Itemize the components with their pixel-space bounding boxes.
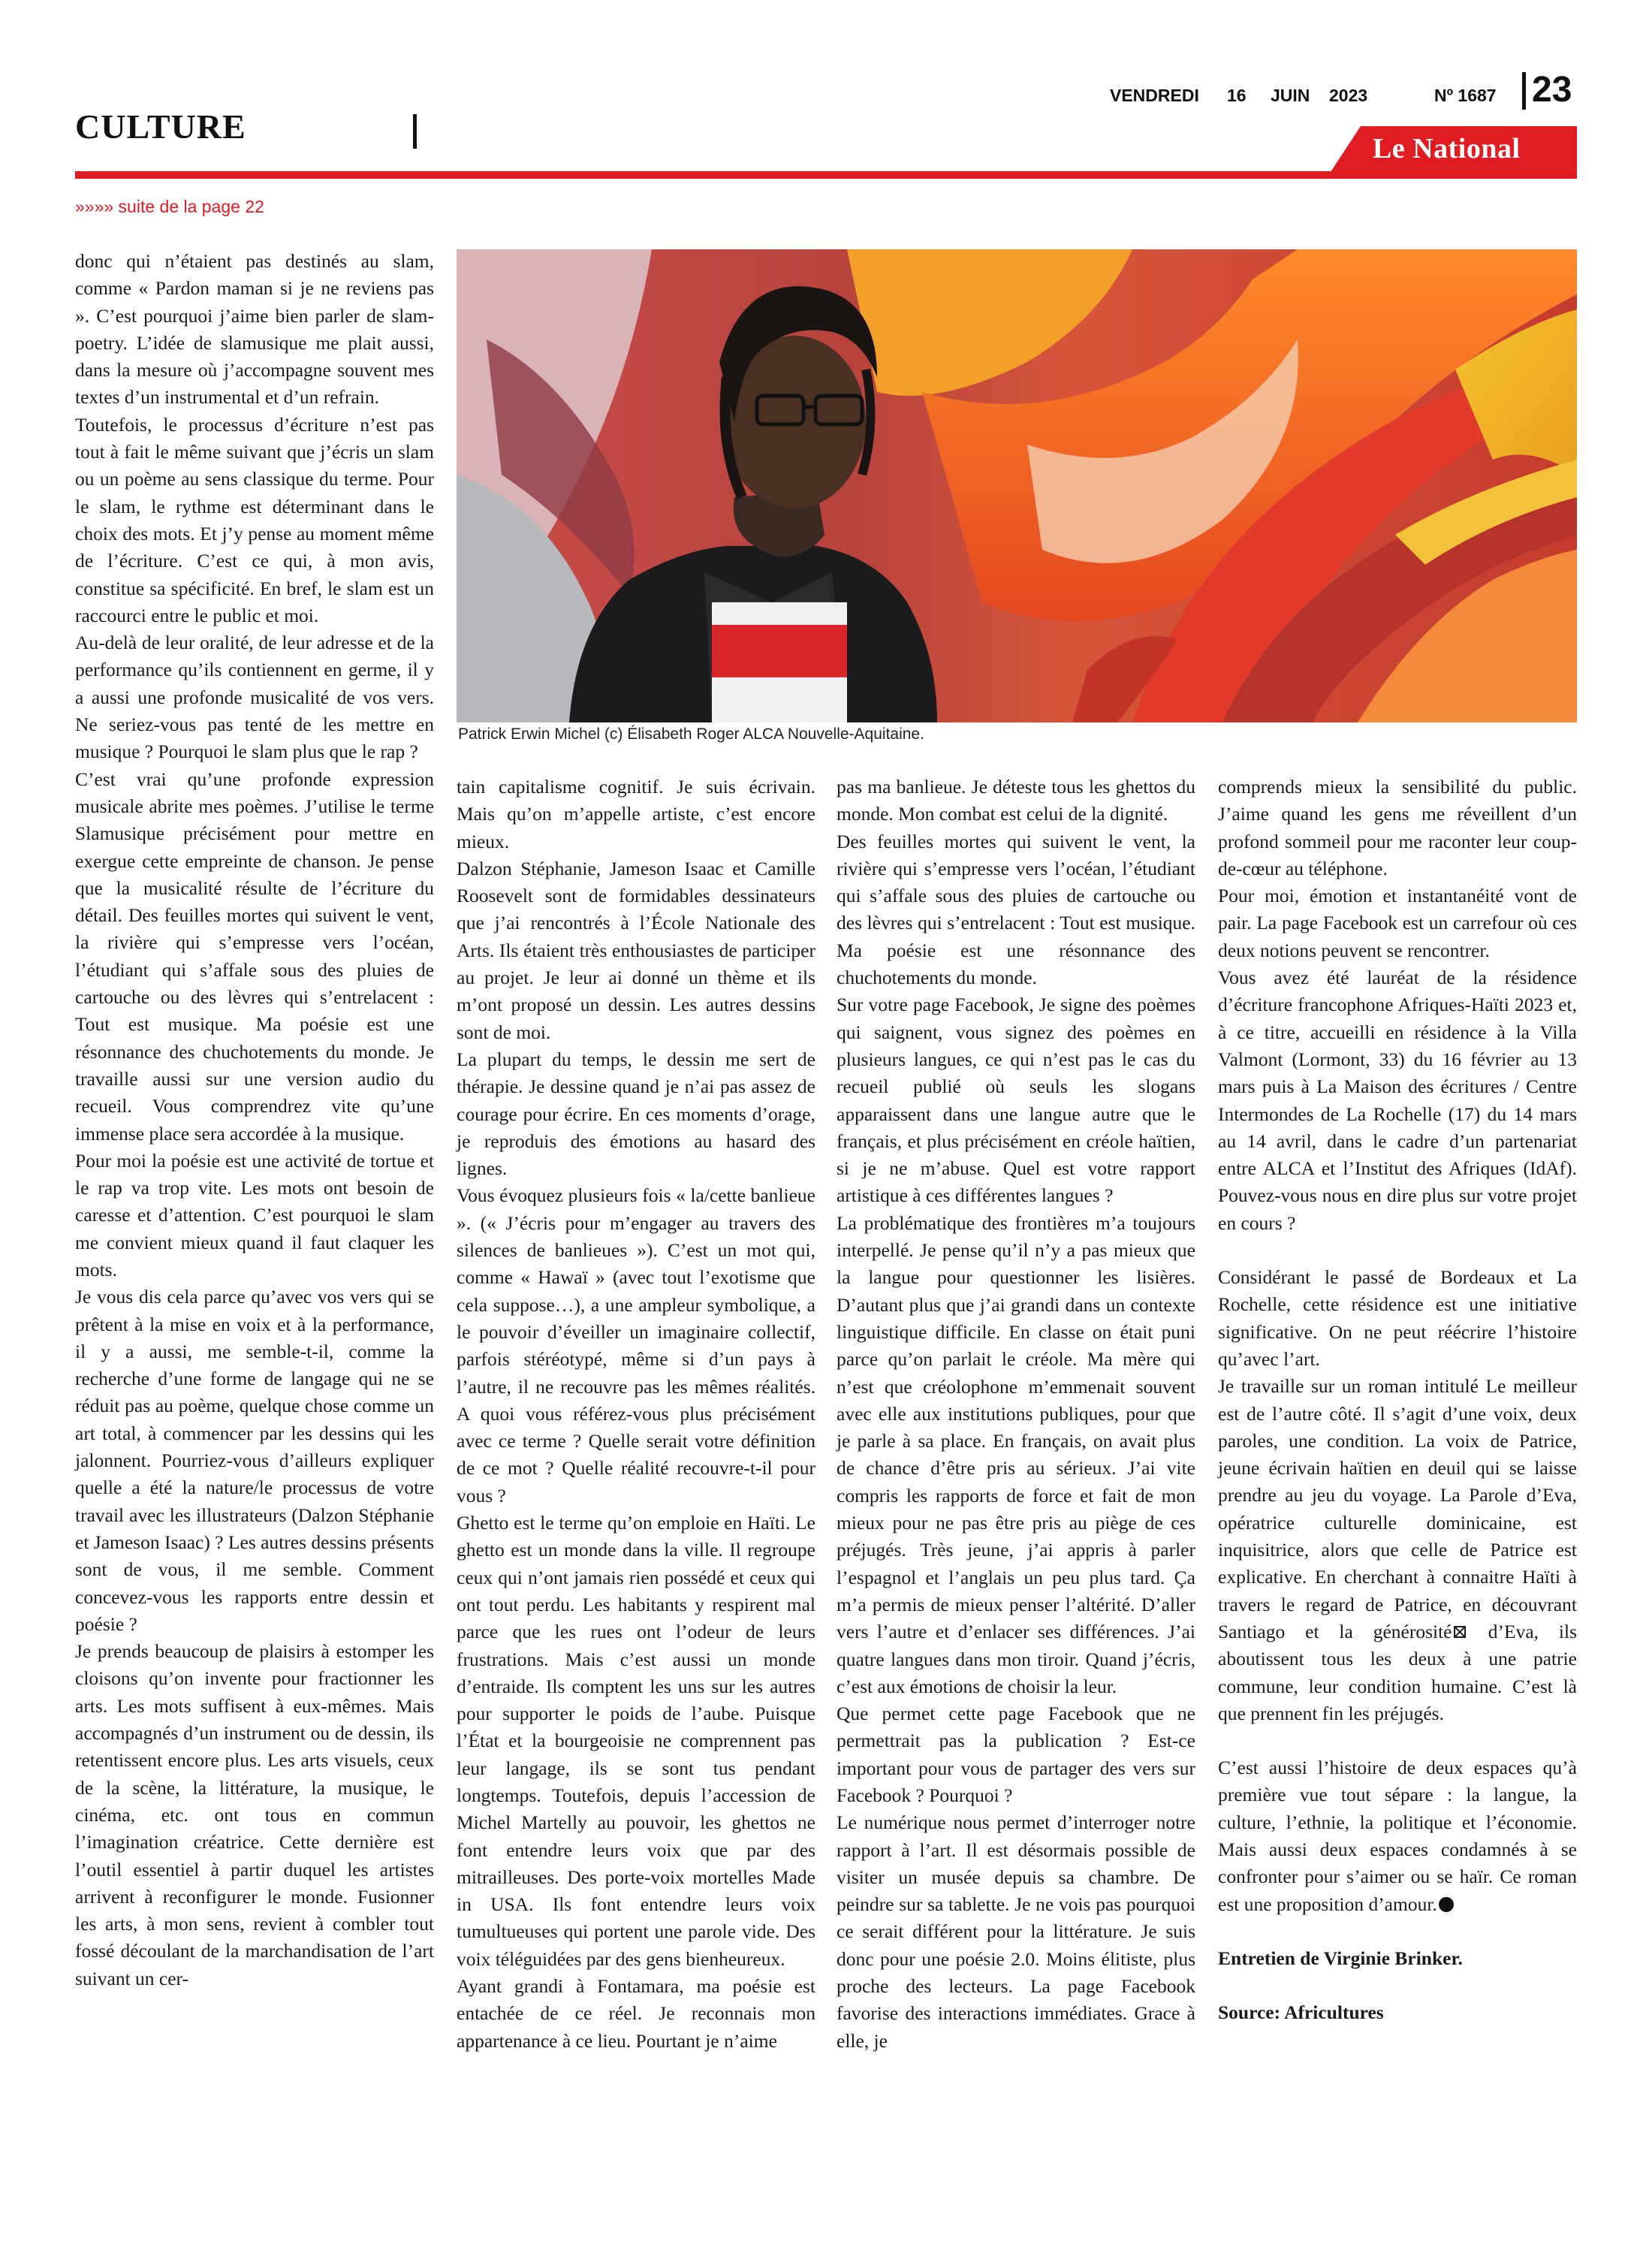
- paragraph: Je travaille sur un roman intitulé Le meilleur est de l’autre côté. Il s’agit d’une voix, deux paroles, une condition. La voix de Patrice, jeune écrivain haïtien en deuil qui se laisse prendre au jeu du voyage. La Parole d’Eva, opératrice culturelle dominicaine, est inquisitrice, alors que celle de Patrice est explicative. En cherchant à connaitre Haïti à travers le regard de Patrice, en découvrant Santiago et la générosité⊠ d’Eva, ils aboutissent tous les deux à une patrie commune, leur condition humaine. C’est là que prennent fin les préjugés.: [1218, 1375, 1577, 1724]
- paragraph: Que permet cette page Facebook que ne permettrait pas la publication ? Est-ce important pour vous de partager des vers sur Facebook ? Pourquoi ?: [837, 1703, 1195, 1806]
- page-number: 23: [1532, 70, 1572, 110]
- paragraph: donc qui n’étaient pas destinés au slam, comme « Pardon maman si je ne reviens pas ». C’est pourquoi j’aime bien parler de slam-poetry. L’idée de slamusique me plait aussi, dans la mesure où j’accompagne souvent mes textes d’un instrumental et d’un refrain.: [75, 250, 434, 409]
- issue-month: JUIN: [1271, 86, 1310, 105]
- continued-from-link[interactable]: »»»» suite de la page 22: [75, 197, 264, 216]
- paragraph: Je vous dis cela parce qu’avec vos vers qui se prêtent à la mise en voix et à la performance, il y a aussi, me semble-t-il, comme la recherche d’une forme de langage qui ne se réduit pas au poème, quelque chose comme un art total, à commencer par les dessins qui les jalonnent. Pourriez-vous d’ailleurs expliquer quelle a été la nature/le processus de votre travail avec les illustrateurs (Dalzon Stéphanie et Jameson Isaac) ? Les autres dessins présents sont de vous, il me semble. Comment concevez-vous les rapports entre dessin et poésie ?: [75, 1286, 434, 1635]
- paragraph: Je prends beaucoup de plaisirs à estomper les cloisons qu’on invente pour fractionner les arts. Les mots suffisent à eux-mêmes. Mais accompagnés d’un instrument ou de dessin, ils retentissent encore plus. Les arts visuels, ceux de la scène, la littérature, la musique, le cinéma, etc. ont tous en commun l’imagination créatrice. Cette dernière est l’outil essentiel à partir duquel les artistes arrivent à reconfigurer le monde. Fusionner les arts, à mon sens, revient à combler tout fossé découlant de la marchandisation de l’art suivant un cer-: [75, 1640, 434, 1989]
- issue-year: 2023: [1329, 86, 1368, 105]
- paragraph: Ghetto est le terme qu’on emploie en Haïti. Le ghetto est un monde dans la ville. Il regroupe ceux qui n’ont jamais rien possédé et ceux qui ont tout perdu. Les habitants y respirent mal parce que les rues ont l’odeur de leurs frustrations. Mais c’est aussi un monde d’entraide. Ils comptent les uns sur les autres pour supporter le poids de l’aube. Puisque l’État et la bourgeoisie ne comprennent pas leur langage, ils se sont tus pendant longtemps. Toutefois, depuis l’accession de Michel Martelly au pouvoir, les ghettos ne font entendre leurs voix que par des mitrailleuses. Des porte-voix mortelles Made in USA. Ils font entendre leurs voix tumultueuses qui portent une parole vide. Des voix téléguidées par des gens bienheureux.: [457, 1512, 815, 1970]
- portrait-photo: [457, 249, 1577, 722]
- paragraph: La plupart du temps, le dessin me sert de thérapie. Je dessine quand je n’ai pas assez de courage pour écrire. En ces moments d’orage, je reproduis des émotions au hasard des lignes.: [457, 1048, 815, 1180]
- paragraph: Dalzon Stéphanie, Jameson Isaac et Camille Roosevelt sont de formidables dessinateurs que j’ai rencontrés à l’École Nationale des Arts. Ils étaient très enthousiastes de participer au projet. Je leur ai donné un thème et ils m’ont proposé un dessin. Les autres dessins sont de moi.: [457, 857, 815, 1043]
- paragraph: tain capitalisme cognitif. Je suis écrivain. Mais qu’on m’appelle artiste, c’est encore mieux.: [457, 776, 815, 852]
- paragraph: Le numérique nous permet d’interroger notre rapport à l’art. Il est désormais possible de visiter un musée depuis sa chambre. De peindre sur sa tablette. Je ne vois pas pourquoi ce serait différent pour la littérature. Je suis donc pour une poésie 2.0. Moins élitiste, plus proche des lecteurs. La page Facebook favorise des interactions immédiates. Grace à elle, je: [837, 1811, 1195, 2052]
- paragraph: Toutefois, le processus d’écriture n’est pas tout à fait le même suivant que j’écris un slam ou un poème au sens classique du terme. Pour le slam, le rythme est déterminant dans le choix des mots. Et j’y pense au moment même de l’écriture. C’est ce qui, à mon avis, constitue sa spécificité. En bref, le slam est un raccourci entre le public et moi.: [75, 413, 434, 626]
- paragraph: Pour moi la poésie est une activité de tortue et le rap va trop vite. Les mots ont besoin de caresse et d’attention. C’est pourquoi le slam me convient mieux quand il faut claquer les mots.: [75, 1149, 434, 1280]
- paragraph: pas ma banlieue. Je déteste tous les ghettos du monde. Mon combat est celui de la dignité.: [837, 776, 1195, 825]
- photo-caption: Patrick Erwin Michel (c) Élisabeth Roger ALCA Nouvelle-Aquitaine.: [458, 725, 924, 743]
- article-column-1: [75, 248, 434, 1992]
- section-title: CULTURE: [75, 107, 246, 146]
- issue-day: VENDREDI: [1110, 86, 1199, 105]
- article-column-4: [1218, 774, 1577, 2026]
- paragraph: Des feuilles mortes qui suivent le vent, la rivière qui s’empresse vers l’océan, l’étudiant qui s’affale sous des pluies de cartouche ou des lèvres qui s’entrelacent : Tout est musique. Ma poésie est une résonnance des chuchotements du monde.: [837, 830, 1195, 989]
- paragraph-text: C’est aussi l’histoire de deux espaces qu’à première vue tout sépare : la langue, la culture, l’ethnie, la politique et l’économie. Mais aussi deux espaces condamnés à se confronter pour s’aimer ou se haïr. Ce roman est une proposition d’amour.: [1218, 1757, 1577, 1915]
- page-number-divider: [1522, 72, 1526, 110]
- article-column-3: [837, 774, 1195, 2055]
- end-of-article-icon: [1439, 1897, 1454, 1912]
- article-column-2: [457, 774, 815, 2055]
- issue-date-number: 16: [1227, 86, 1247, 105]
- paragraph: Considérant le passé de Bordeaux et La Rochelle, cette résidence est une initiative significative. On ne peut réécrire l’histoire qu’avec l’art.: [1218, 1266, 1577, 1370]
- section-divider: [413, 114, 417, 149]
- paragraph: C’est vrai qu’une profonde expression musicale abrite mes poèmes. J’utilise le terme Slamusique précisément pour mettre en exergue cette empreinte de chanson. Je pense que la musicalité résulte de l’écriture du détail. Des feuilles mortes qui suivent le vent, la rivière qui s’empresse vers l’océan, l’étudiant qui s’affale sous des pluies de cartouche ou des lèvres qui s’entrelacent : Tout est musique. Ma poésie est une résonnance des chuchotements du monde. Je travaille aussi sur une version audio du recueil. Vous comprendrez vite qu’une immense place sera accordée à la musique.: [75, 768, 434, 1145]
- brand-name: Le National: [1373, 133, 1521, 164]
- paragraph: Vous évoquez plusieurs fois « la/cette banlieue ». (« J’écris pour m’engager au travers des silences de banlieues »). C’est un mot qui, comme « Hawaï » (avec tout l’exotisme que cela suppose…), a une ampleur symbolique, a le pouvoir d’éveiller un imaginaire collectif, parfois stéréotypé, même si d’un pays à l’autre, il ne recouvre pas les mêmes réalités. A quoi vous référez-vous plus précisément avec ce terme ? Quelle serait votre définition de ce mot ? Quelle réalité recouvre-t-il pour vous ?: [457, 1184, 815, 1507]
- paragraph: comprends mieux la sensibilité du public. J’aime quand les gens me réveillent d’un profond sommeil pour me raconter leur coup-de-cœur au téléphone.: [1218, 776, 1577, 879]
- header-rule: [75, 171, 1577, 179]
- interview-credit: Entretien de Virginie Brinker.: [1218, 1947, 1463, 1969]
- closing-paragraph: [1218, 1754, 1577, 1918]
- paragraph: Au-delà de leur oralité, de leur adresse et de la performance qu’ils contiennent en germe, il y a aussi une profonde musicalité de vos vers. Ne seriez-vous pas tenté de les mettre en musique ? Pourquoi le slam plus que le rap ?: [75, 632, 434, 763]
- issue-number: Nº 1687: [1434, 86, 1497, 105]
- paragraph: Ayant grandi à Fontamara, ma poésie est entachée de ce réel. Je reconnais mon appartenance à ce lieu. Pourtant je n’aime: [457, 1975, 815, 2052]
- paragraph: Pour moi, émotion et instantanéité vont de pair. La page Facebook est un carrefour où ces deux notions peuvent se rencontrer.: [1218, 885, 1577, 961]
- source-credit: Source: Africultures: [1218, 2001, 1384, 2024]
- paragraph: Vous avez été lauréat de la résidence d’écriture francophone Afriques-Haïti 2023 et, à ce titre, accueilli en résidence à la Villa Valmont (Lormont, 33) du 16 février au 13 mars puis à La Maison des écritures / Centre Intermondes de La Rochelle (17) du 14 mars au 14 avril, dans le cadre d’un partenariat entre ALCA et l’Institut des Afriques (IdAf). Pouvez-vous nous en dire plus sur votre projet en cours ?: [1218, 967, 1577, 1234]
- paragraph: Sur votre page Facebook, Je signe des poèmes qui saignent, vous signez des poèmes en plusieurs langues, ce qui n’est pas le cas du recueil publié où seuls les slogans apparaissent dans une langue autre que le français, et plus précisément en créole haïtien, si je ne m’abuse. Quel est votre rapport artistique à ces différentes langues ?: [837, 994, 1195, 1207]
- paragraph: La problématique des frontières m’a toujours interpellé. Je pense qu’il n’y a pas mieux que la langue pour questionner les lisières. D’autant plus que j’ai grandi dans un contexte linguistique difficile. En classe on était puni parce qu’on parlait le créole. Ma mère qui n’est que créolophone m’emmenait souvent avec elle aux institutions publiques, pour que je parle à sa place. En français, on avait plus de chance d’être pris au sérieux. J’ai vite compris les rapports de force et fait de mon mieux pour ne pas être pris au piège de ces préjugés. Très jeune, j’ai appris à parler l’espagnol et l’anglais un peu plus tard. Ça m’a permis de mieux penser l’altérité. D’aller vers l’autre et d’enlacer ses différences. J’ai quatre langues dans mon tiroir. Quand j’écris, c’est aux émotions de choisir la leur.: [837, 1211, 1195, 1697]
